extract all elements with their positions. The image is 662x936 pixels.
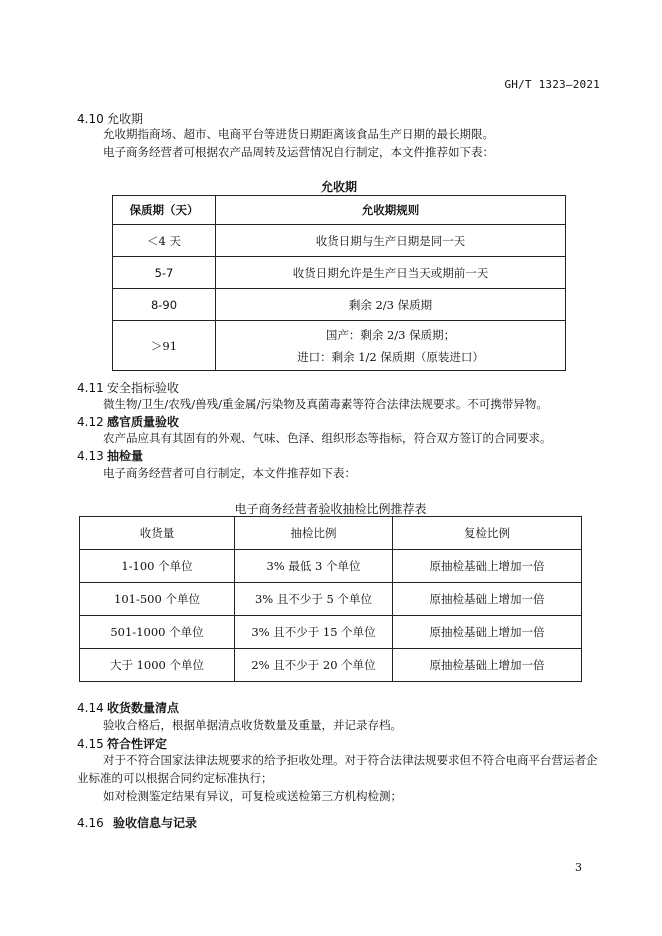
paragraph: 农产品应具有其固有的外观、气味、色泽、组织形态等指标，符合双方签订的合同要求。 xyxy=(103,431,552,445)
table-header-row xyxy=(80,517,582,550)
table-header-row xyxy=(113,196,566,225)
column-header: 保质期（天） xyxy=(113,196,216,225)
section-number: 4.14 xyxy=(77,701,104,715)
table-cell: 101-500 个单位 xyxy=(80,583,235,616)
table-row xyxy=(113,289,566,321)
paragraph: 如对检测鉴定结果有异议，可复检或送检第三方机构检测； xyxy=(103,789,402,803)
section-4-10-heading xyxy=(77,110,143,127)
table1-caption: 允收期 xyxy=(320,180,357,194)
standard-code: GH/T 1323—2021 xyxy=(504,78,600,91)
page-number: 3 xyxy=(575,861,582,874)
section-number: 4.12 xyxy=(77,415,104,429)
paragraph: 电子商务经营者可自行制定，本文件推荐如下表： xyxy=(103,466,356,480)
cell-line: 国产：剩余 2/3 保质期； xyxy=(325,327,456,342)
table-row xyxy=(80,616,582,649)
section-4-15-heading xyxy=(77,735,167,752)
paragraph: 微生物/卫生/农残/兽残/重金属/污染物及真菌毒素等符合法律法规要求。不可携带异物。 xyxy=(103,397,548,411)
section-number: 4.15 xyxy=(77,737,104,751)
section-number: 4.16 xyxy=(77,816,104,830)
section-title: 感官质量验收 xyxy=(107,415,180,429)
table-cell: 8-90 xyxy=(113,289,216,321)
section-number: 4.13 xyxy=(77,449,104,463)
table-cell: 收货日期允许是生产日当天或期前一天 xyxy=(216,257,566,289)
table-cell: 3% 且不少于 15 个单位 xyxy=(235,616,393,649)
table-cell: 原抽检基础上增加一倍 xyxy=(393,583,582,616)
section-title: 安全指标验收 xyxy=(107,381,180,395)
section-4-16-heading xyxy=(77,814,197,831)
section-title: 收货数量清点 xyxy=(107,701,180,715)
table-cell: 原抽检基础上增加一倍 xyxy=(393,550,582,583)
table-cell: 原抽检基础上增加一倍 xyxy=(393,616,582,649)
column-header: 复检比例 xyxy=(393,517,582,550)
table-cell: 5-7 xyxy=(113,257,216,289)
column-header: 允收期规则 xyxy=(216,196,566,225)
table-cell: ＜4 天 xyxy=(113,225,216,257)
table-row xyxy=(80,649,582,682)
paragraph: 电子商务经营者可根据农产品周转及运营情况自行制定，本文件推荐如下表： xyxy=(103,145,494,159)
shelf-life-table xyxy=(112,195,566,371)
section-title: 验收信息与记录 xyxy=(113,816,198,830)
section-title: 符合性评定 xyxy=(107,737,168,751)
table-cell: 501-1000 个单位 xyxy=(80,616,235,649)
paragraph-continued: 业标准的可以根据合同约定标准执行； xyxy=(77,771,273,785)
column-header: 收货量 xyxy=(80,517,235,550)
section-4-13-heading xyxy=(77,447,143,464)
table-row xyxy=(113,321,566,371)
section-4-14-heading xyxy=(77,699,179,716)
table-row xyxy=(113,257,566,289)
paragraph: 对于不符合国家法律法规要求的给予拒收处理。对于符合法律法规要求但不符合电商平台营运者企 xyxy=(103,753,598,767)
table-cell: 剩余 2/3 保质期 xyxy=(216,289,566,321)
table-cell: 1-100 个单位 xyxy=(80,550,235,583)
section-4-12-heading xyxy=(77,413,179,430)
section-number: 4.11 xyxy=(77,381,104,395)
table-cell: 大于 1000 个单位 xyxy=(80,649,235,682)
table-cell: 3% 最低 3 个单位 xyxy=(235,550,393,583)
sampling-ratio-table xyxy=(79,516,582,682)
table-row xyxy=(113,225,566,257)
cell-line: 进口：剩余 1/2 保质期（原装进口） xyxy=(297,349,484,364)
paragraph: 允收期指商场、超市、电商平台等进货日期距离该食品生产日期的最长期限。 xyxy=(103,127,494,141)
section-4-11-heading xyxy=(77,379,179,396)
column-header: 抽检比例 xyxy=(235,517,393,550)
paragraph: 验收合格后，根据单据清点收货数量及重量，并记录存档。 xyxy=(103,718,402,732)
table-cell: 原抽检基础上增加一倍 xyxy=(393,649,582,682)
table-row xyxy=(80,583,582,616)
section-title: 抽检量 xyxy=(107,449,144,463)
table2-caption: 电子商务经营者验收抽检比例推荐表 xyxy=(234,502,427,516)
section-title: 允收期 xyxy=(107,112,144,126)
table-row xyxy=(80,550,582,583)
table-cell: 2% 且不少于 20 个单位 xyxy=(235,649,393,682)
table-cell: ＞91 xyxy=(113,321,216,371)
table-cell: 收货日期与生产日期是同一天 xyxy=(216,225,566,257)
table-cell: 3% 且不少于 5 个单位 xyxy=(235,583,393,616)
table-cell xyxy=(216,321,566,371)
section-number: 4.10 xyxy=(77,112,104,126)
